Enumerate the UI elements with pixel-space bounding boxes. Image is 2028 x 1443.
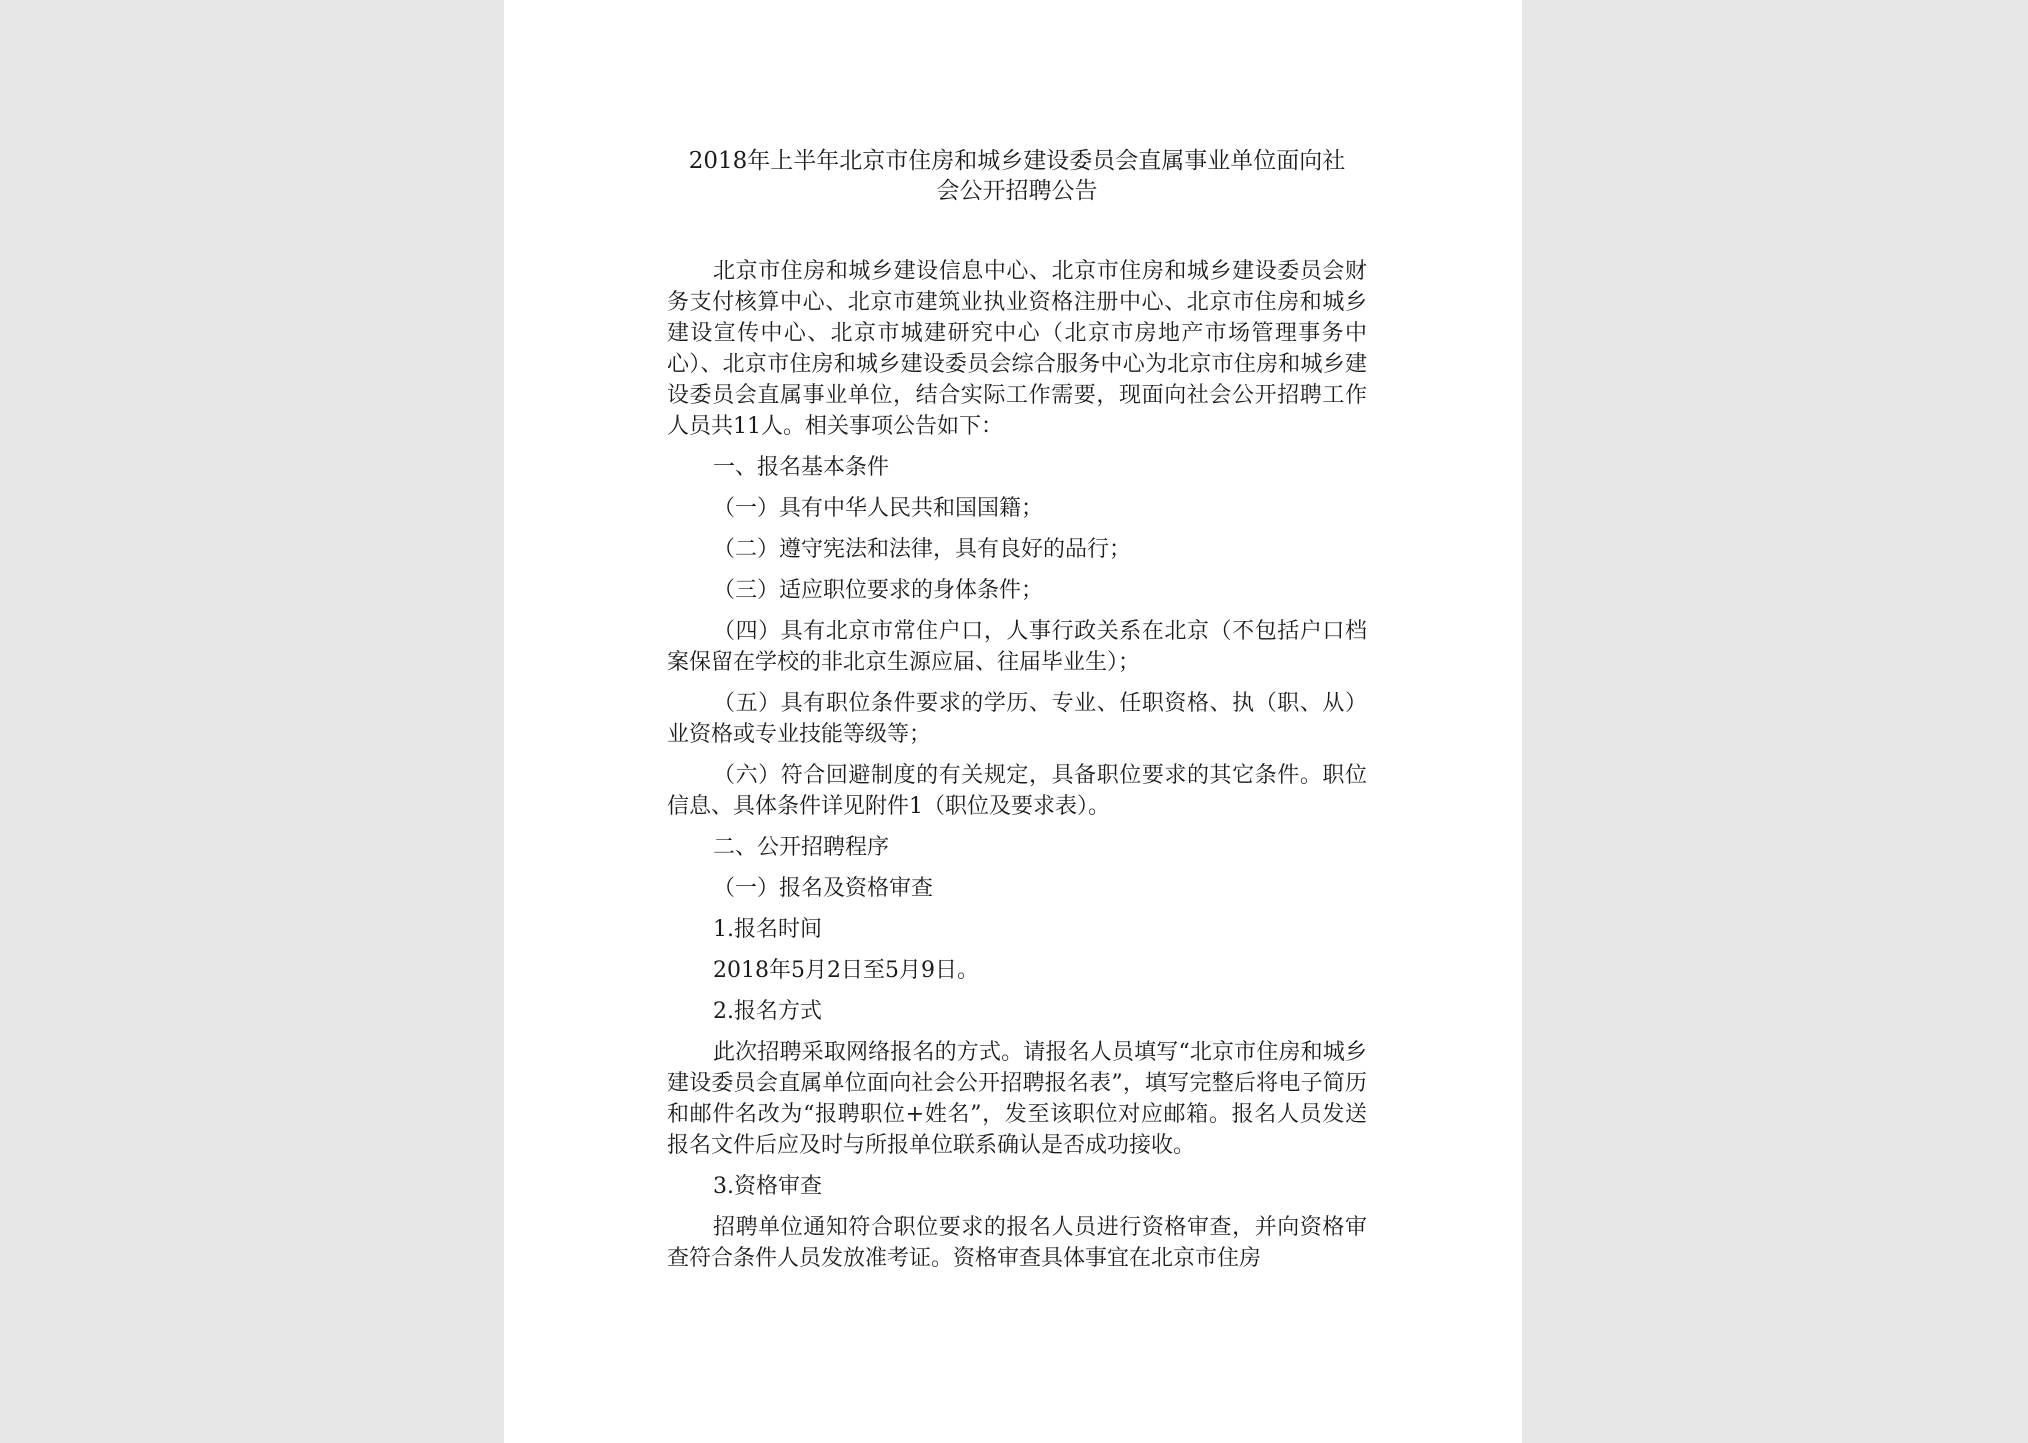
- subsection-heading-1: （一）报名及资格审查: [713, 876, 934, 901]
- condition-item-5: （五）具有职位条件要求的学历、专业、任职资格、执（职、从）业资格或专业技能等级等；: [667, 691, 1367, 747]
- condition-item-2: （二）遵守宪法和法律，具有良好的品行；: [713, 537, 1132, 562]
- title-line-2: 会公开招聘公告: [936, 178, 1098, 204]
- intro-paragraph: 北京市住房和城乡建设信息中心、北京市住房和城乡建设委员会财务支付核算中心、北京市建筑业执业资格注册中心、北京市住房和城乡建设宣传中心、北京市城建研究中心（北京市房地产市场管理事务中心）、北京市住房和城乡建设委员会综合服务中心为北京市住房和城乡建设委员会直属事业单位，结合实际工作需要，现面向社会公开招聘工作人员共11人。相关事项公告如下：: [667, 259, 1367, 439]
- section-heading-1: 一、报名基本条件: [713, 455, 890, 480]
- title-line-1: 2018年上半年北京市住房和城乡建设委员会直属事业单位面向社: [688, 148, 1346, 174]
- section-heading-2: 二、公开招聘程序: [713, 835, 890, 860]
- document-title: [667, 146, 1367, 206]
- condition-item-6: （六）符合回避制度的有关规定，具备职位要求的其它条件。职位信息、具体条件详见附件1（职位及要求表）。: [667, 763, 1367, 819]
- document-page: [504, 0, 1522, 1443]
- condition-item-3: （三）适应职位要求的身体条件；: [713, 578, 1044, 603]
- qualification-review: 招聘单位通知符合职位要求的报名人员进行资格审查，并向资格审查符合条件人员发放准考证。资格审查具体事宜在北京市住房: [667, 1215, 1367, 1271]
- item-heading-1: 1.报名时间: [713, 917, 822, 942]
- registration-time: 2018年5月2日至5月9日。: [713, 958, 979, 983]
- condition-item-1: （一）具有中华人民共和国国籍；: [713, 496, 1044, 521]
- document-body: [667, 146, 1367, 1274]
- condition-item-4: （四）具有北京市常住户口，人事行政关系在北京（不包括户口档案保留在学校的非北京生源应届、往届毕业生）；: [667, 619, 1367, 675]
- item-heading-3: 3.资格审查: [713, 1174, 822, 1199]
- registration-method: 此次招聘采取网络报名的方式。请报名人员填写“北京市住房和城乡建设委员会直属单位面向社会公开招聘报名表”，填写完整后将电子简历和邮件名改为“报聘职位+姓名”，发至该职位对应邮箱。报名人员发送报名文件后应及时与所报单位联系确认是否成功接收。: [667, 1040, 1367, 1158]
- item-heading-2: 2.报名方式: [713, 999, 822, 1024]
